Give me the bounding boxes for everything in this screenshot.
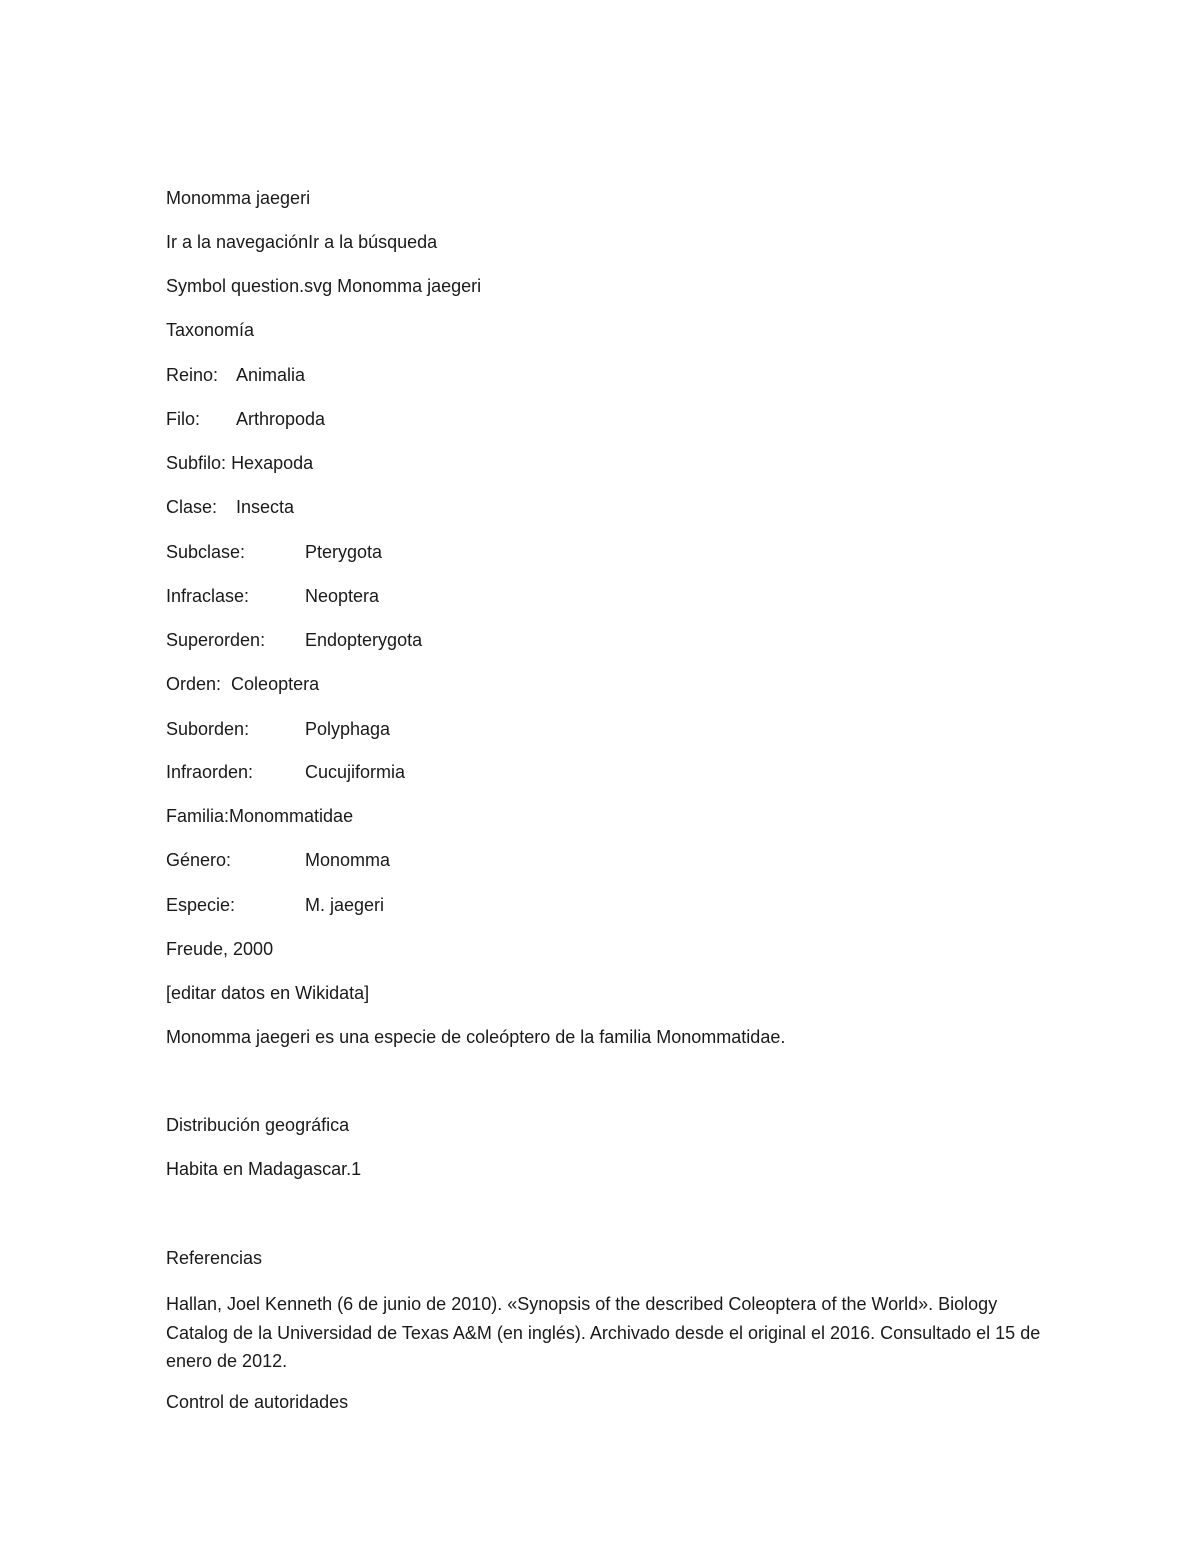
taxonomy-label: Subfilo: xyxy=(166,453,227,473)
taxonomy-label: Orden: xyxy=(166,674,222,694)
edit-wikidata-link[interactable]: [editar datos en Wikidata] xyxy=(166,983,370,1003)
taxonomy-authority: Freude, 2000 xyxy=(166,939,274,959)
taxonomy-value[interactable]: Coleoptera xyxy=(231,674,320,694)
taxonomy-row-filo xyxy=(166,408,325,430)
references-heading: Referencias xyxy=(166,1248,263,1268)
taxonomy-row-infraorden xyxy=(166,761,405,783)
taxonomy-value[interactable]: Endopterygota xyxy=(305,630,423,650)
taxonomy-row-genero xyxy=(166,849,390,871)
taxonomy-value[interactable]: Monomma xyxy=(305,850,391,870)
taxonomy-value[interactable]: Pterygota xyxy=(305,542,383,562)
taxonomy-row-subclase xyxy=(166,541,382,563)
reference-item: Hallan, Joel Kenneth (6 de junio de 2010). «Synopsis of the described Coleoptera of the World». Biology Catalog de la Universidad de Texas A&M (en inglés). Archivado desde el original el 2016. Consultado el 15 de enero de 2012. xyxy=(166,1294,1041,1371)
symbol-caption: Symbol question.svg Monomma jaegeri xyxy=(166,276,482,296)
taxonomy-label: Suborden: xyxy=(166,719,250,739)
taxonomy-heading: Taxonomía xyxy=(166,320,255,340)
taxonomy-label: Infraclase: xyxy=(166,586,250,606)
distribution-heading: Distribución geográfica xyxy=(166,1115,350,1135)
distribution-text: Habita en Madagascar.1 xyxy=(166,1159,362,1179)
taxonomy-label: Familia: xyxy=(166,806,230,826)
taxonomy-value[interactable]: Cucujiformia xyxy=(305,762,406,782)
taxonomy-value[interactable]: Polyphaga xyxy=(305,719,391,739)
taxonomy-value[interactable]: Arthropoda xyxy=(236,409,326,429)
taxonomy-label: Reino: xyxy=(166,365,219,385)
page-title: Monomma jaegeri xyxy=(166,188,311,208)
taxonomy-label: Especie: xyxy=(166,895,236,915)
taxonomy-value[interactable]: Insecta xyxy=(236,497,295,517)
taxonomy-row-superorden xyxy=(166,629,422,651)
taxonomy-row-infraclase xyxy=(166,585,379,607)
taxonomy-label: Filo: xyxy=(166,409,201,429)
taxonomy-row-orden xyxy=(166,673,319,695)
taxonomy-value: M. jaegeri xyxy=(305,895,385,915)
taxonomy-value[interactable]: Animalia xyxy=(236,365,306,385)
taxonomy-label: Subclase: xyxy=(166,542,246,562)
taxonomy-value[interactable]: Hexapoda xyxy=(231,453,314,473)
taxonomy-label: Clase: xyxy=(166,497,218,517)
taxonomy-row-clase xyxy=(166,496,294,518)
intro-paragraph: Monomma jaegeri es una especie de coleóptero de la familia Monommatidae. xyxy=(166,1027,786,1047)
taxonomy-row-especie xyxy=(166,894,384,916)
authority-control-heading: Control de autoridades xyxy=(166,1392,349,1412)
taxonomy-label: Infraorden: xyxy=(166,762,254,782)
taxonomy-row-reino xyxy=(166,364,305,386)
navigation-links[interactable]: Ir a la navegaciónIr a la búsqueda xyxy=(166,232,438,252)
taxonomy-row-suborden xyxy=(166,718,390,740)
taxonomy-value[interactable]: Neoptera xyxy=(305,586,380,606)
taxonomy-row-subfilo xyxy=(166,452,313,474)
taxonomy-label: Género: xyxy=(166,850,232,870)
taxonomy-label: Superorden: xyxy=(166,630,266,650)
taxonomy-value[interactable]: Monommatidae xyxy=(229,806,354,826)
taxonomy-row-familia xyxy=(166,805,353,827)
